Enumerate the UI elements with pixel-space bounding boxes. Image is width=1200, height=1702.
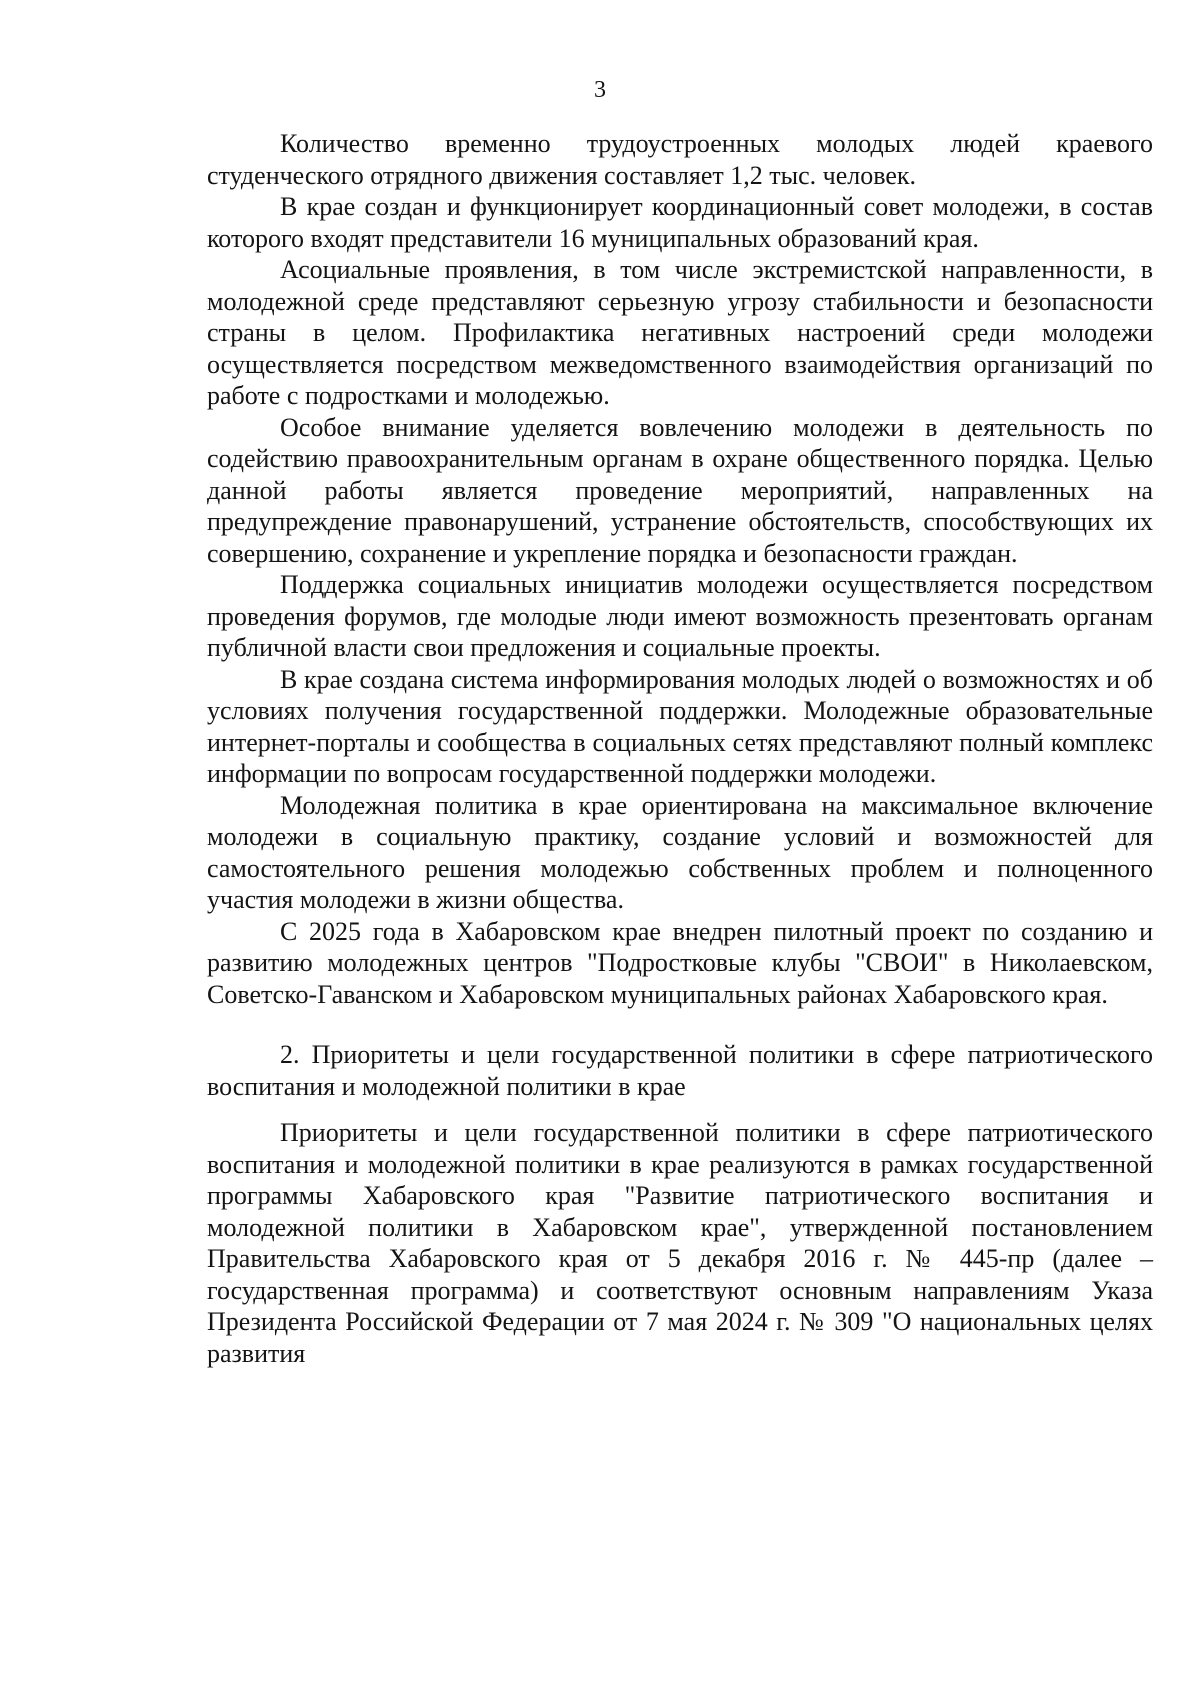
paragraph-youth-policy: Молодежная политика в крае ориентирована на максимальное включение молодежи в социальную практику, создание условий и возможностей для самостоятельного решения молодежью собственных проблем и полноценного участия молодежи в жизни общества. [207,790,1153,914]
paragraph-law-enforcement-assistance: Особое внимание уделяется вовлечению молодежи в деятельность по содействию правоохранительным органам в охране общественного порядка. Целью данной работы является проведение мероприятий, направленных на предупреждение правонарушений, устранение обстоятельств, способствующих их совершению, сохранение и укрепление порядка и безопасности граждан. [207,412,1153,568]
document-body [207,128,1153,1369]
paragraph-youth-council: В крае создан и функционирует координационный совет молодежи, в состав которого входят представители 16 муниципальных образований края. [207,192,1153,253]
paragraph-priorities: Приоритеты и цели государственной политики в сфере патриотического воспитания и молодежной политики в крае реализуются в рамках государственной программы Хабаровского края "Развитие патриотического воспитания и молодежной политики в Хабаровском крае", утвержденной постановлением Правительства Хабаровского края от 5 декабря 2016 г. № 445-пр (далее – государственная программа) и соответствуют основным направлениям Указа Президента Российской Федерации от 7 мая 2024 г. № 309 "О национальных целях развития [207,1118,1153,1368]
paragraph-pilot-project: С 2025 года в Хабаровском крае внедрен пилотный проект по созданию и развитию молодежных центров "Подростковые клубы "СВОИ" в Николаевском, Советско-Гаванском и Хабаровском муниципальных районах Хабаровского края. [207,916,1153,1009]
paragraph-information-system: В крае создана система информирования молодых людей о возможностях и об условиях получения государственной поддержки. Молодежные образовательные интернет-порталы и сообщества в социальных сетях представляют полный комплекс информации по вопросам государственной поддержки молодежи. [207,664,1153,788]
section-heading: 2. Приоритеты и цели государственной политики в сфере патриотического воспитания и молодежной политики в крае [207,1040,1153,1101]
paragraph-social-initiatives: Поддержка социальных инициатив молодежи осуществляется посредством проведения форумов, где молодые люди имеют возможность презентовать органам публичной власти свои предложения и социальные проекты. [207,570,1153,662]
paragraph-student-brigades: Количество временно трудоустроенных молодых людей краевого студенческого отрядного движения составляет 1,2 тыс. человек. [207,129,1153,190]
paragraph-antisocial-prevention: Асоциальные проявления, в том числе экстремистской направленности, в молодежной среде представляют серьезную угрозу стабильности и безопасности страны в целом. Профилактика негативных настроений среди молодежи осуществляется посредством межведомственного взаимодействия организаций по работе с подростками и молодежью. [207,255,1153,410]
page-number: 3 [594,77,606,103]
